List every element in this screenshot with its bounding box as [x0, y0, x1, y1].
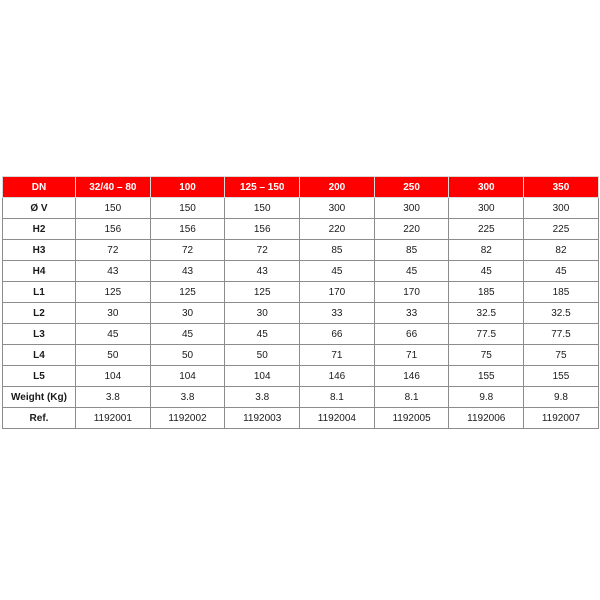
row-label: L3: [3, 324, 76, 345]
table-cell: 45: [225, 324, 300, 345]
table-cell: 8.1: [300, 387, 375, 408]
table-body: [3, 198, 599, 429]
header-cell: 125 – 150: [225, 177, 300, 198]
row-label: L2: [3, 303, 76, 324]
table-cell: 1192005: [374, 408, 449, 429]
header-cell: 300: [449, 177, 524, 198]
table-cell: 50: [76, 345, 151, 366]
table-cell: 45: [76, 324, 151, 345]
table-cell: 9.8: [524, 387, 599, 408]
table-cell: 66: [300, 324, 375, 345]
table-cell: 300: [374, 198, 449, 219]
table-cell: 155: [449, 366, 524, 387]
table-cell: 220: [374, 219, 449, 240]
table-cell: 146: [300, 366, 375, 387]
table-cell: 155: [524, 366, 599, 387]
table-cell: 1192004: [300, 408, 375, 429]
table-row: [3, 324, 599, 345]
table-cell: 3.8: [150, 387, 225, 408]
row-label: H2: [3, 219, 76, 240]
table-cell: 150: [76, 198, 151, 219]
table-row: [3, 240, 599, 261]
table-row: [3, 261, 599, 282]
table-cell: 45: [300, 261, 375, 282]
table-cell: 104: [76, 366, 151, 387]
table-cell: 150: [225, 198, 300, 219]
table-cell: 82: [449, 240, 524, 261]
table-cell: 50: [225, 345, 300, 366]
table-cell: 150: [150, 198, 225, 219]
table-cell: 156: [76, 219, 151, 240]
table-cell: 300: [300, 198, 375, 219]
table-row: [3, 219, 599, 240]
row-label: L1: [3, 282, 76, 303]
table-row: [3, 282, 599, 303]
table-cell: 45: [524, 261, 599, 282]
table-cell: 1192007: [524, 408, 599, 429]
header-cell-dn: DN: [3, 177, 76, 198]
table-cell: 9.8: [449, 387, 524, 408]
table-cell: 225: [524, 219, 599, 240]
table-cell: 300: [449, 198, 524, 219]
table-cell: 1192006: [449, 408, 524, 429]
table-cell: 1192002: [150, 408, 225, 429]
table-cell: 32.5: [449, 303, 524, 324]
table-row: [3, 387, 599, 408]
table-cell: 30: [76, 303, 151, 324]
table-cell: 77.5: [449, 324, 524, 345]
table-cell: 43: [150, 261, 225, 282]
table-cell: 30: [150, 303, 225, 324]
row-label: Ø V: [3, 198, 76, 219]
table-cell: 125: [225, 282, 300, 303]
table-cell: 43: [225, 261, 300, 282]
table-row: [3, 366, 599, 387]
table-row: [3, 198, 599, 219]
table-cell: 170: [374, 282, 449, 303]
row-label: Ref.: [3, 408, 76, 429]
table-header: [3, 177, 599, 198]
header-cell: 250: [374, 177, 449, 198]
table-cell: 72: [76, 240, 151, 261]
table-cell: 104: [225, 366, 300, 387]
table-cell: 8.1: [374, 387, 449, 408]
table-cell: 125: [76, 282, 151, 303]
table-cell: 50: [150, 345, 225, 366]
dimensions-table: [2, 176, 599, 429]
table-cell: 85: [374, 240, 449, 261]
table-cell: 146: [374, 366, 449, 387]
table-row: [3, 345, 599, 366]
header-cell: 350: [524, 177, 599, 198]
table-cell: 3.8: [76, 387, 151, 408]
table-cell: 45: [150, 324, 225, 345]
table-cell: 104: [150, 366, 225, 387]
table-row: [3, 408, 599, 429]
table-cell: 220: [300, 219, 375, 240]
table-cell: 43: [76, 261, 151, 282]
table-cell: 82: [524, 240, 599, 261]
table-cell: 75: [524, 345, 599, 366]
table-cell: 156: [150, 219, 225, 240]
table-cell: 300: [524, 198, 599, 219]
row-label: L5: [3, 366, 76, 387]
table-cell: 72: [225, 240, 300, 261]
table-cell: 225: [449, 219, 524, 240]
table-cell: 125: [150, 282, 225, 303]
header-cell: 200: [300, 177, 375, 198]
table-cell: 85: [300, 240, 375, 261]
table-cell: 72: [150, 240, 225, 261]
table-cell: 185: [449, 282, 524, 303]
header-cell: 100: [150, 177, 225, 198]
table-cell: 32.5: [524, 303, 599, 324]
table-cell: 1192001: [76, 408, 151, 429]
table-cell: 71: [374, 345, 449, 366]
table-cell: 45: [374, 261, 449, 282]
table-cell: 156: [225, 219, 300, 240]
table-cell: 3.8: [225, 387, 300, 408]
table-cell: 185: [524, 282, 599, 303]
row-label: H4: [3, 261, 76, 282]
header-cell: 32/40 – 80: [76, 177, 151, 198]
table-cell: 75: [449, 345, 524, 366]
table-cell: 30: [225, 303, 300, 324]
table-cell: 77.5: [524, 324, 599, 345]
table-cell: 1192003: [225, 408, 300, 429]
table-row: [3, 303, 599, 324]
header-row: [3, 177, 599, 198]
table-cell: 170: [300, 282, 375, 303]
row-label: H3: [3, 240, 76, 261]
row-label: Weight (Kg): [3, 387, 76, 408]
table-cell: 45: [449, 261, 524, 282]
table-cell: 71: [300, 345, 375, 366]
row-label: L4: [3, 345, 76, 366]
table-cell: 33: [374, 303, 449, 324]
table-cell: 33: [300, 303, 375, 324]
table-cell: 66: [374, 324, 449, 345]
